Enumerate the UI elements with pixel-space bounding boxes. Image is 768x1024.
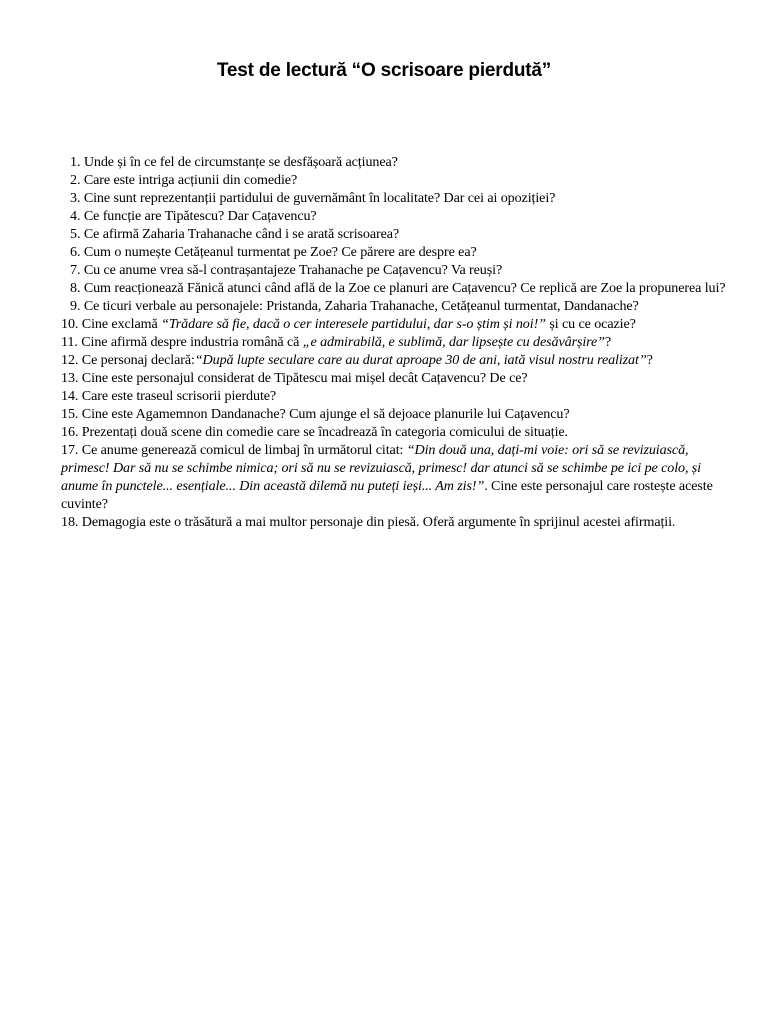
question-item (61, 405, 737, 423)
question-text: Cine afirmă despre industria română că (81, 334, 303, 350)
question-text: Cine este Agamemnon Dandanache? Cum ajunge el să dejoace planurile lui Cațavencu? (81, 406, 570, 422)
question-number: 13. (61, 370, 79, 386)
question-item (61, 243, 737, 261)
question-text: Cum o numește Cetățeanul turmentat pe Zoe? Ce părere are despre ea? (83, 244, 477, 260)
question-text: Demagogia este o trăsătură a mai multor personaje din piesă. Oferă argumente în sprijinul acestei afirmații. (81, 514, 676, 530)
question-number: 10. (61, 316, 79, 332)
question-text: Unde și în ce fel de circumstanțe se desfășoară acțiunea? (83, 154, 398, 170)
question-text: Cine exclamă (81, 316, 162, 332)
question-quote: „e admirabilă, e sublimă, dar lipsește cu desăvârșire” (302, 334, 605, 350)
question-quote: “Trădare să fie, dacă o cer interesele partidului, dar s-o știm și noi!” (161, 316, 546, 332)
question-item (61, 225, 737, 243)
question-text: Cine sunt reprezentanții partidului de guvernământ în localitate? Dar cei ai opoziției? (83, 190, 556, 206)
question-text: Ce personaj declară: (81, 352, 195, 368)
question-number: 15. (61, 406, 79, 422)
question-item (61, 423, 737, 441)
question-quote: “Din două una, dați-mi voie: ori să se revizuiască, primesc! Dar să nu se schimbe nimica; ori să nu se revizuiască, primesc! dar atunci să se schimbe pe ici pe colo, și anume în punctele... esențiale... Din această dilemă nu puteți ieși... Am zis!” (61, 442, 702, 494)
question-item (61, 297, 737, 315)
page-title: Test de lectură “O scrisoare pierdută” (216, 60, 552, 81)
question-text: și cu ce ocazie? (545, 316, 636, 332)
question-number: 8. (70, 280, 81, 296)
question-text: Ce funcție are Tipătescu? Dar Cațavencu? (83, 208, 317, 224)
question-text: Care este intriga acțiunii din comedie? (83, 172, 298, 188)
question-text: Cu ce anume vrea să-l contrașantajeze Trahanache pe Cațavencu? Va reuși? (83, 262, 503, 278)
question-number: 2. (70, 172, 81, 188)
question-number: 11. (61, 334, 78, 350)
question-number: 16. (61, 424, 79, 440)
question-item (61, 333, 737, 351)
question-number: 3. (70, 190, 81, 206)
question-item (61, 261, 737, 279)
question-item (61, 513, 737, 531)
question-text: . Cine este personajul care rostește aceste cuvinte? (61, 478, 713, 512)
question-number: 9. (70, 298, 81, 314)
question-item (61, 279, 737, 297)
question-item (61, 441, 737, 513)
question-item (61, 387, 737, 405)
question-number: 1. (70, 154, 81, 170)
question-item (61, 171, 737, 189)
question-text: Cine este personajul considerat de Tipătescu mai mișel decât Cațavencu? De ce? (81, 370, 528, 386)
question-number: 7. (70, 262, 81, 278)
question-item (61, 369, 737, 387)
question-text: Cum reacționează Fănică atunci când află de la Zoe ce planuri are Cațavencu? Ce replică are Zoe la propunerea lui? (83, 280, 726, 296)
question-text: Ce anume generează comicul de limbaj în următorul citat: (81, 442, 407, 458)
question-number: 5. (70, 226, 81, 242)
question-number: 6. (70, 244, 81, 260)
question-number: 12. (61, 352, 79, 368)
question-list (61, 153, 737, 531)
question-number: 17. (61, 442, 79, 458)
question-item (61, 315, 737, 333)
question-text: ? (646, 352, 653, 368)
question-number: 14. (61, 388, 79, 404)
question-item (61, 153, 737, 171)
question-text: Prezentați două scene din comedie care se încadrează în categoria comicului de situație. (81, 424, 568, 440)
question-text: Ce ticuri verbale au personajele: Pristanda, Zaharia Trahanache, Cetățeanul turmentat, Dandanache? (83, 298, 639, 314)
question-text: Ce afirmă Zaharia Trahanache când i se arată scrisoarea? (83, 226, 400, 242)
question-item (61, 351, 737, 369)
question-number: 18. (61, 514, 79, 530)
question-item (61, 189, 737, 207)
question-text: Care este traseul scrisorii pierdute? (81, 388, 277, 404)
question-number: 4. (70, 208, 81, 224)
question-quote: “După lupte seculare care au durat aproape 30 de ani, iată visul nostru realizat” (194, 352, 647, 368)
question-item (61, 207, 737, 225)
question-text: ? (604, 334, 612, 350)
